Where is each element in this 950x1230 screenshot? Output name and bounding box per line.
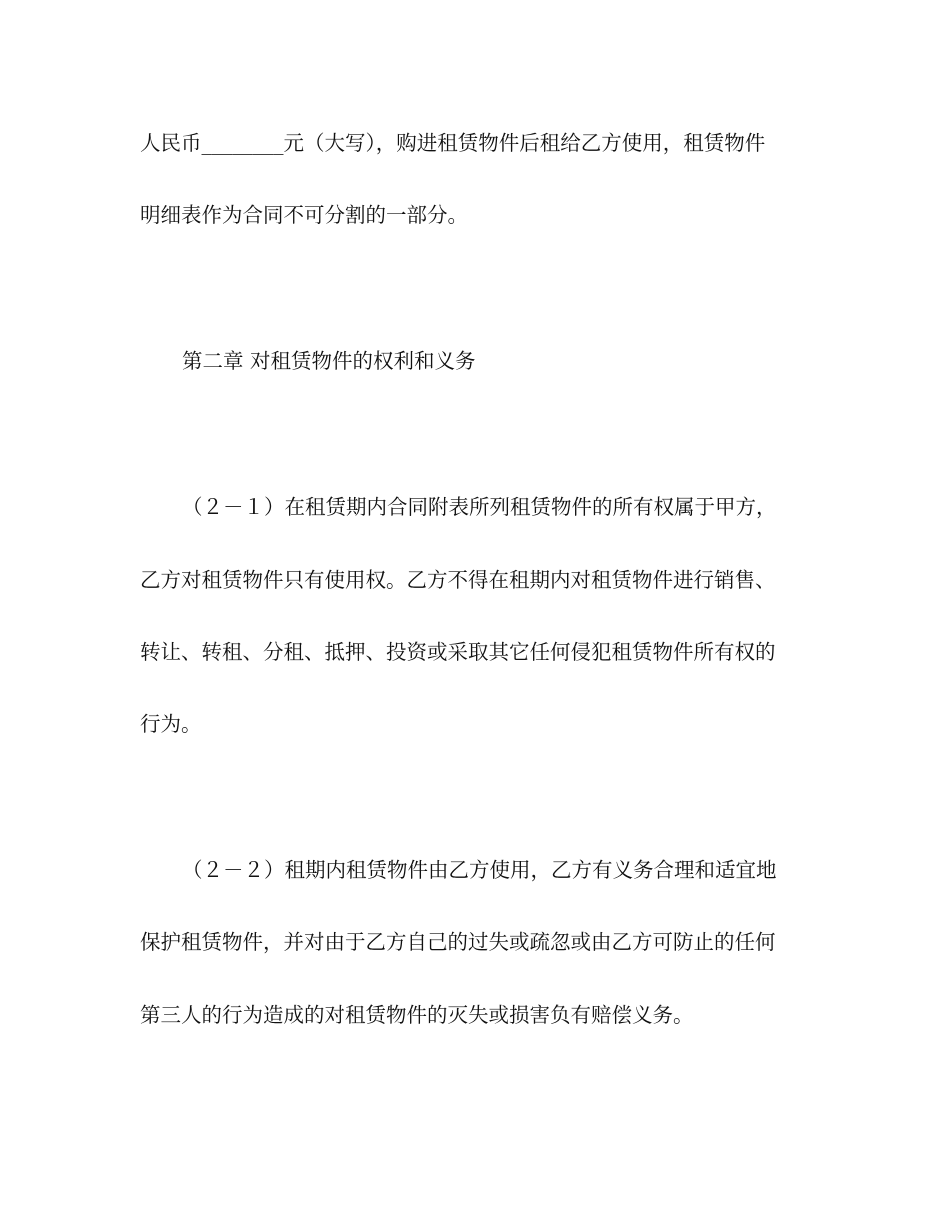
clause-line: 行为。 [140, 712, 202, 736]
paragraph-line: 明细表作为合同不可分割的一部分。 [140, 203, 468, 227]
clause-line: 转让、转租、分租、抵押、投资或采取其它任何侵犯租赁物件所有权的 [140, 640, 776, 664]
clause-line: （２－２）租期内租赁物件由乙方使用，乙方有义务合理和适宜地 [182, 858, 777, 882]
clause-line: （２－１）在租赁期内合同附表所列租赁物件的所有权属于甲方， [182, 495, 777, 519]
clause-line: 乙方对租赁物件只有使用权。乙方不得在租期内对租赁物件进行销售、 [140, 568, 776, 592]
clause-line: 第三人的行为造成的对租赁物件的灭失或损害负有赔偿义务。 [140, 1003, 694, 1027]
paragraph-line: 人民币________元（大写），购进租赁物件后租给乙方使用，租赁物件 [140, 131, 766, 155]
clause-line: 保护租赁物件，并对由于乙方自己的过失或疏忽或由乙方可防止的任何 [140, 930, 776, 954]
chapter-heading: 第二章 对租赁物件的权利和义务 [182, 349, 476, 373]
